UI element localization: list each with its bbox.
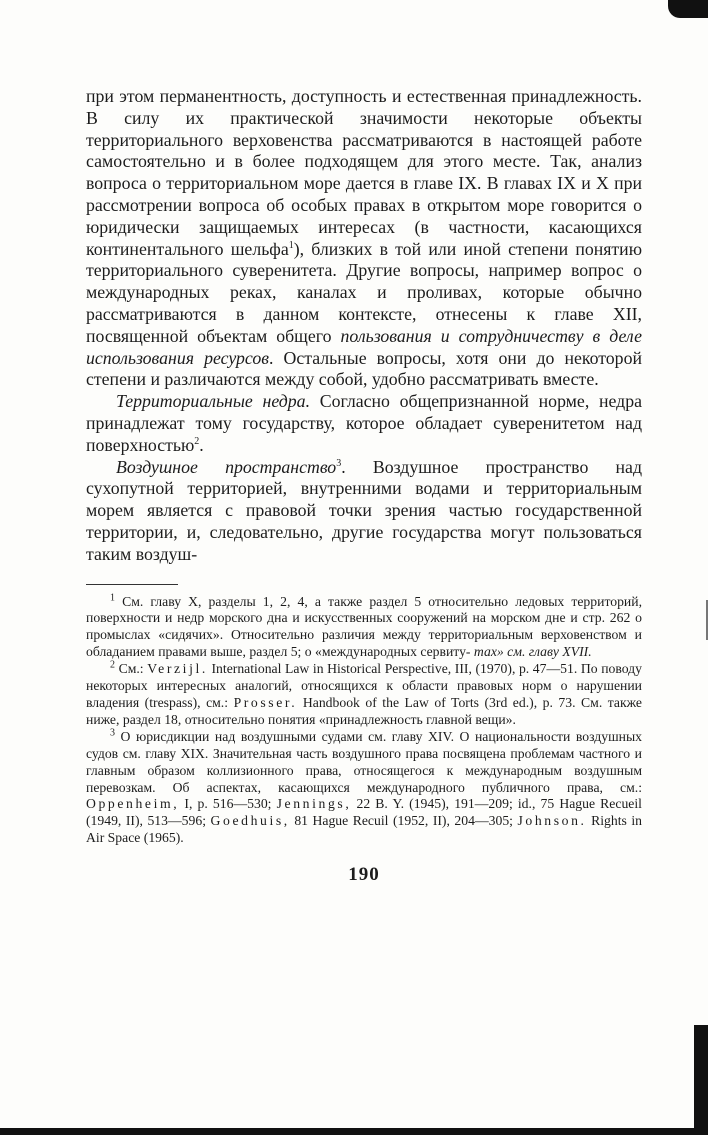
author-name: Oppenheim, bbox=[86, 796, 180, 812]
scan-bottom-right-mark bbox=[694, 1025, 708, 1135]
author-name: Jennings, bbox=[276, 796, 352, 812]
scan-corner-mark bbox=[668, 0, 708, 18]
author-name: Johnson. bbox=[517, 813, 587, 829]
author-name: Goedhuis, bbox=[210, 813, 290, 829]
section-heading-subsoil: Территориальные недра. bbox=[116, 391, 311, 412]
footnote-1: $^1$ См. главу X, разделы 1, 2, 4, а также раздел 5 относительно ледовых территорий, поверхности и недр морского дна и искусственных сооружений на морском дне и стр. 262 о промыслах «сидячих». Относительно различия между территориальным верховенством и обладанием правами выше, раздел 5; о «международных сервиту- тах» см. главу XVII. bbox=[86, 591, 642, 660]
author-name: Prosser. bbox=[233, 694, 298, 710]
footnote-ref-2: 2 bbox=[194, 435, 200, 447]
footnote-ref-3: 3 bbox=[336, 457, 342, 469]
book-page bbox=[86, 86, 642, 886]
italic-phrase: пользования и сотрудничеству в деле использования ресурсов bbox=[86, 325, 643, 368]
page-number: 190 bbox=[348, 864, 380, 886]
body-text bbox=[86, 86, 642, 566]
section-heading-airspace: Воздушное пространство bbox=[116, 456, 337, 477]
paragraph-2: Территориальные недра. Согласно общепризнанной норме, недра принадлежат тому государству, которое обладает суверенитетом над поверхностью$^2$. bbox=[86, 391, 642, 455]
paragraph-1: при этом перманентность, доступность и естественная принадлежность. В силу их практической значимости некоторые объекты территориального верховенства рассматриваются в настоящей работе самостоятельно и в более подходящем для этого месте. Так, анализ вопроса о территориальном море дается в главе IX. В главах IX и X при рассмотрении вопроса об особых правах в открытом море говорится о юридически защищаемых интересах (в частности, касающихся континентального шельфа$^1$), близких в той или иной степени понятию территориального суверенитета. Другие вопросы, например вопрос о международных реках, каналах и проливах, которые обычно рассматриваются в данном контексте, отнесены к главе XII, посвященной объектам общего пользования и сотрудничеству в деле использования ресурсов. Остальные вопросы, хотя они до некоторой степени и различаются между собой, удобно рассматривать вместе. bbox=[86, 86, 643, 390]
footnote-separator bbox=[86, 584, 178, 585]
footnote-3: $^3$ О юрисдикции над воздушными судами см. главу XIV. О национальности воздушных судов см. главу XIX. Значительная часть воздушного права посвящена проблемам частного и главным образом коллизионного права, относящегося к международным воздушным перевозкам. Об аспектах, касающихся международного публичного права, см.: Oppenheim, I, p. 516—530; Jennings, 22 B. Y. (1945), 191—209; id., 75 Hague Recueil (1949, II), 513—596; Goedhuis, 81 Hague Recuil (1952, II), 204—305; Johnson. Rights in Air Space (1965). bbox=[86, 727, 642, 846]
footnote-2: $^2$ См.: Verzijl. International Law in Historical Perspective, III, (1970), p. 47—51. По поводу некоторых интересных аналогий, относящихся к области правовых норм о нарушении владения (trespass), см.: Prosser. Handbook of the Law of Torts (3rd ed.), p. 73. См. также ниже, раздел 18, относительно понятия «принадлежность главной вещи». bbox=[86, 659, 643, 727]
footnote-ref-1: 1 bbox=[288, 239, 294, 251]
footnotes bbox=[86, 591, 643, 848]
author-name: Verzijl. bbox=[147, 661, 208, 677]
scan-bottom-edge bbox=[0, 1128, 708, 1135]
paragraph-3: Воздушное пространство$^3$. Воздушное пространство над сухопутной территорией, внутренними водами и территориальным морем является с правовой точки зрения частью государственной территории, и, следовательно, другие государства могут пользоваться таким воздуш- bbox=[86, 456, 642, 564]
